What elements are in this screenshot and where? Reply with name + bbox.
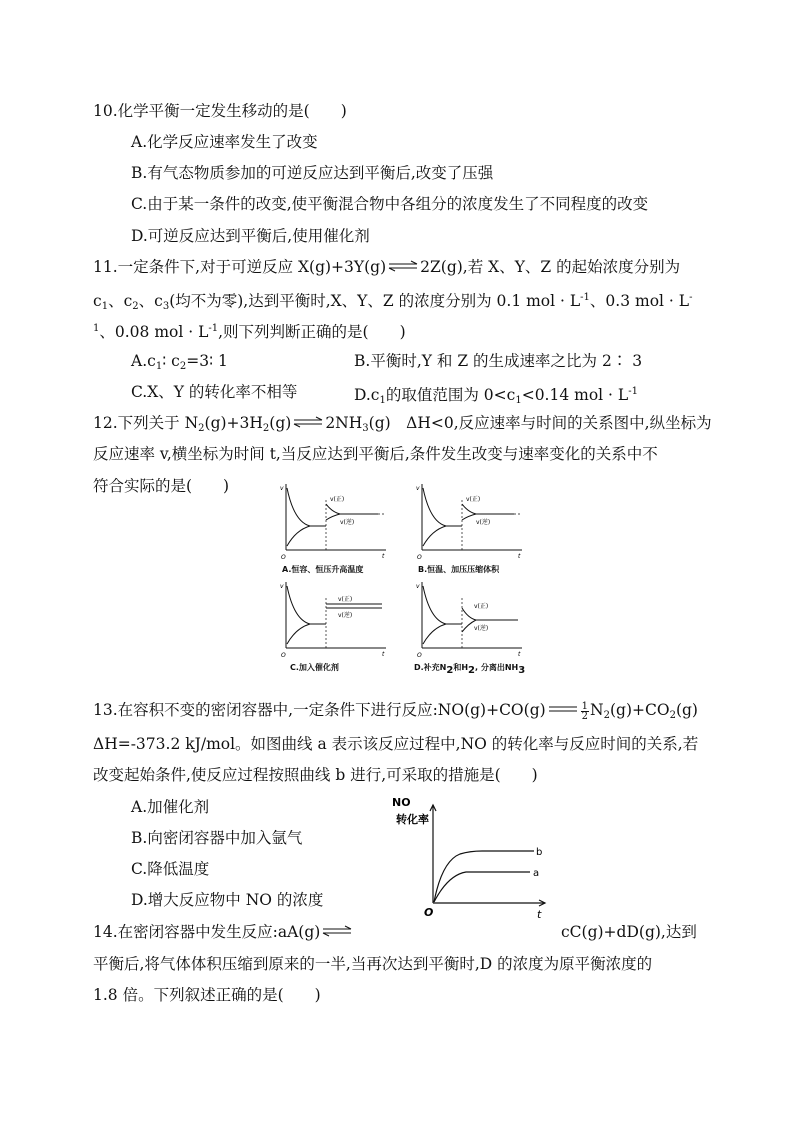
- q13-chart: [390, 795, 560, 925]
- q12-line-3: 符合实际的是( ): [93, 477, 230, 495]
- y-axis-label: v: [416, 583, 420, 590]
- no-conversion-diagram: [390, 795, 560, 925]
- q12-text: 2NH: [325, 414, 363, 432]
- q11-line-2: [93, 288, 692, 317]
- q13-option-c: C.降低温度: [131, 860, 210, 878]
- q12-line-2: 反应速率 v,横坐标为时间 t,当反应达到平衡后,条件发生改变与速率变化的关系中不: [93, 445, 658, 463]
- x-axis-label: t: [382, 651, 385, 658]
- q11-od-text: 的取值范围为 0<c: [385, 386, 516, 404]
- cap-sub: 3: [518, 665, 526, 676]
- rev-curve: [423, 624, 446, 644]
- q13-line-1: [93, 700, 698, 726]
- q11-sup: -1: [628, 386, 638, 397]
- equilibrium-arrow-icon: [548, 703, 578, 715]
- q12-sub: 3: [362, 423, 369, 434]
- q12-sub: 2: [262, 423, 270, 434]
- rev-after: [462, 514, 476, 520]
- q12-chart-c: [278, 578, 390, 672]
- one-half-fraction: [581, 702, 589, 721]
- q12-chart-b: [414, 480, 526, 574]
- curve-b: [434, 851, 534, 902]
- q11-sub: 1: [379, 395, 386, 406]
- q10-option-c: C.由于某一条件的改变,使平衡混合物中各组分的浓度发生了不同程度的改变: [131, 195, 649, 213]
- fwd-curve: [423, 586, 446, 624]
- rate-time-diagram: [278, 578, 390, 658]
- q13-text: (g)+CO: [609, 701, 670, 719]
- q14-line-3: 1.8 倍。下列叙述正确的是( ): [93, 986, 321, 1004]
- q11-sub: 2: [179, 361, 187, 372]
- q14-line-2: 平衡后,将气体体积压缩到原来的一半,当再次达到平衡时,D 的浓度为原平衡浓度的: [93, 955, 653, 973]
- rate-time-diagram: [414, 578, 526, 658]
- origin-label: O: [281, 554, 286, 560]
- fwd-label: v(正): [330, 496, 345, 503]
- q12-text: (g): [269, 414, 292, 432]
- q13-text: 13.在容积不变的密闭容器中,一定条件下进行反应:NO(g)+CO(g): [93, 701, 546, 719]
- q11-sup: 1: [93, 323, 100, 334]
- y-axis-label: v: [280, 583, 284, 590]
- curve-a-label: a: [533, 868, 540, 879]
- q13-option-d: D.增大反应物中 NO 的浓度: [131, 891, 324, 909]
- q11-od-text: <0.14 mol · L: [521, 386, 629, 404]
- q12-line-1: [93, 413, 712, 439]
- cap-sub: 2: [468, 665, 476, 676]
- reversible-arrow-icon: [293, 416, 323, 428]
- origin-label: O: [417, 554, 422, 560]
- fraction-denominator: 2: [581, 710, 589, 722]
- q11-line-2-text-2: 、0.3 mol · L: [589, 292, 690, 310]
- q11-option-d: [354, 382, 638, 411]
- curve-b-label: b: [536, 847, 543, 858]
- q11-c1: c: [93, 292, 102, 310]
- q10-option-d: D.可逆反应达到平衡后,使用催化剂: [131, 227, 370, 245]
- q10-stem: 10.化学平衡一定发生移动的是( ): [93, 102, 347, 120]
- q11-line-3: [93, 319, 406, 342]
- origin-label: O: [281, 652, 286, 658]
- reversible-arrow-icon: [388, 260, 418, 272]
- rev-curve: [287, 624, 310, 644]
- fwd-curve: [423, 488, 446, 526]
- x-axis-label: t: [518, 553, 521, 560]
- q12-chart-a: [278, 480, 390, 574]
- q12-caption-a: A.恒容、恒压升高温度: [282, 565, 364, 574]
- q12-text: (g) ΔH<0,反应速率与时间的关系图中,纵坐标为: [368, 414, 712, 432]
- q11-line-3-text: 、0.08 mol · L: [99, 323, 209, 341]
- q13-sub: 2: [669, 710, 676, 721]
- x-axis-label: t: [382, 553, 385, 560]
- q13-sub: 2: [603, 710, 610, 721]
- rev-curve: [423, 526, 446, 546]
- q14-text: 14.在密闭容器中发生反应:aA(g): [93, 923, 321, 941]
- q13-text: N: [590, 701, 604, 719]
- rev-after: [326, 514, 340, 520]
- fwd-label: v(正): [474, 603, 489, 610]
- rev-label: v(逆): [476, 519, 491, 526]
- q11-sub: 3: [162, 301, 170, 312]
- q14-line-1-a: [93, 922, 354, 942]
- rate-time-diagram: [414, 480, 526, 560]
- q11-line-1-text-b: 2Z(g),若 X、Y、Z 的起始浓度分别为: [420, 258, 681, 276]
- q11-option-c: C.X、Y 的转化率不相等: [131, 383, 298, 401]
- q12-caption-b: B.恒温、加压压缩体积: [418, 565, 500, 574]
- cap-text: D.补充N: [414, 663, 447, 672]
- q13-option-a: A.加催化剂: [131, 798, 210, 816]
- q12-caption-d: [414, 662, 525, 676]
- q11-od-text: D.c: [354, 386, 380, 404]
- rev-label: v(逆): [338, 612, 353, 619]
- q11-c2: 、c: [108, 292, 133, 310]
- fwd-after: [462, 504, 514, 514]
- q13-text: (g): [675, 701, 698, 719]
- rev-curve: [287, 526, 310, 546]
- q11-sup: -1: [208, 323, 219, 334]
- q13-option-b: B.向密闭容器中加入氩气: [131, 829, 303, 847]
- curve-a: [434, 872, 530, 902]
- origin-label: O: [424, 906, 434, 919]
- fwd-curve: [287, 488, 310, 526]
- fwd-curve: [287, 586, 310, 624]
- y-axis-label: v: [416, 485, 420, 492]
- q11-oa-text: ∶ c: [162, 352, 180, 370]
- q11-line-1: [93, 257, 680, 277]
- q11-sub: 1: [101, 301, 109, 312]
- q10-option-a: A.化学反应速率发生了改变: [131, 133, 318, 151]
- q11-sup: -: [689, 292, 693, 303]
- q11-sup: -1: [580, 292, 590, 303]
- fwd-label: v(正): [466, 496, 481, 503]
- q11-sub: 1: [155, 361, 163, 372]
- rev-label: v(逆): [474, 625, 489, 632]
- q11-oa-text: =3∶ 1: [186, 352, 228, 370]
- q12-sub: 2: [198, 423, 205, 434]
- cap-text: , 分离出NH: [475, 663, 519, 672]
- q11-oa-text: A.c: [131, 352, 156, 370]
- x-axis-label: t: [518, 651, 521, 658]
- q11-sub: 1: [515, 395, 522, 406]
- fwd-after: [462, 608, 518, 620]
- fraction-numerator: 1: [581, 700, 589, 712]
- y-axis-label-1: NO: [392, 796, 411, 809]
- y-axis-label-2: 转化率: [396, 813, 429, 826]
- fwd-after: [326, 504, 378, 514]
- q11-line-2-text: (均不为零),达到平衡时,X、Y、Z 的浓度分别为 0.1 mol · L: [169, 292, 581, 310]
- q11-sub: 2: [132, 301, 139, 312]
- q11-option-b: B.平衡时,Y 和 Z 的生成速率之比为 2∶ 3: [354, 352, 643, 370]
- x-axis-label: t: [537, 908, 542, 921]
- q11-option-a: [131, 351, 228, 377]
- q14-line-1-b: cC(g)+dD(g),达到: [561, 923, 697, 941]
- cap-text: 和H: [453, 663, 469, 672]
- cap-sub: 2: [446, 665, 454, 676]
- q12-text: 12.下列关于 N: [93, 414, 199, 432]
- origin-label: O: [417, 652, 422, 658]
- q12-caption-c: C.加入催化剂: [290, 663, 339, 672]
- fwd-label: v(正): [338, 596, 353, 603]
- rate-time-diagram: [278, 480, 390, 560]
- reversible-arrow-icon: [322, 925, 352, 937]
- q12-chart-d: [414, 578, 526, 676]
- q12-text: (g)+3H: [204, 414, 263, 432]
- q10-option-b: B.有气态物质参加的可逆反应达到平衡后,改变了压强: [131, 164, 494, 182]
- q11-c3: 、c: [138, 292, 163, 310]
- y-axis-label: v: [280, 485, 284, 492]
- rev-label: v(逆): [340, 519, 355, 526]
- q13-line-2: ΔH=-373.2 kJ/mol。如图曲线 a 表示该反应过程中,NO 的转化率与反应时间的关系,若: [93, 735, 699, 753]
- q11-line-1-text-a: 11.一定条件下,对于可逆反应 X(g)+3Y(g): [93, 258, 387, 276]
- q13-line-3: 改变起始条件,使反应过程按照曲线 b 进行,可采取的措施是( ): [93, 766, 538, 784]
- q11-line-3-end: ,则下列判断正确的是( ): [218, 323, 406, 341]
